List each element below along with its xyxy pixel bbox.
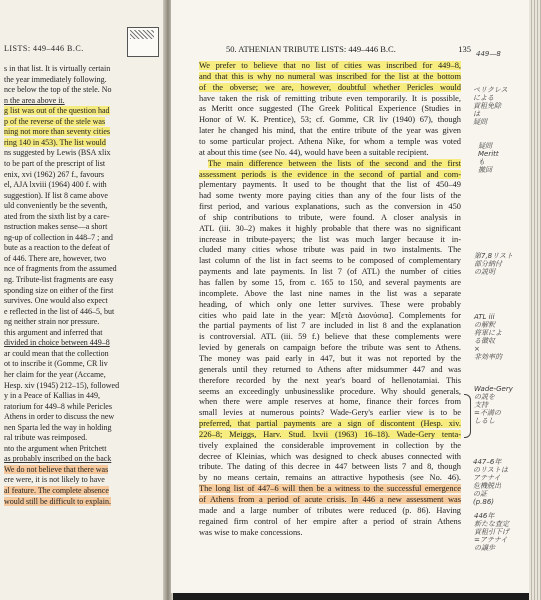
- body-line-text: as Meritt once suggested (The Greek Political Experience (Studies in: [199, 104, 461, 114]
- body-line: [199, 148, 461, 159]
- left-page-line-text: ns suggested by Lewis (BSA xlix: [4, 148, 111, 158]
- left-page-line: [4, 328, 103, 338]
- left-page-line-text: nen Sparta led the way in holding: [4, 422, 112, 432]
- left-page-line: [4, 170, 104, 180]
- left-page-line: [4, 307, 114, 317]
- left-page-line: [4, 296, 108, 306]
- body-line-text: made and a large number of tributes were reduced (p. 86). Having: [199, 505, 461, 515]
- body-line: [199, 343, 461, 354]
- left-page-line: [4, 444, 107, 454]
- body-line-text: plementary payments. It used to be thought that the list of 450–49: [199, 180, 461, 190]
- body-line-text: of the obverse; we are, however, doubtful whether Pericles would: [199, 82, 461, 92]
- left-page-line-text: of 446. There are, however, two: [4, 253, 107, 263]
- body-line: [199, 245, 461, 256]
- left-page-line: [4, 317, 99, 327]
- left-page-line: [4, 486, 109, 496]
- body-line: [199, 191, 461, 202]
- left-page-line: [4, 349, 109, 359]
- left-page-line-text: We do not believe that there was: [4, 464, 109, 474]
- left-page-line-text: suggestion). If list 8 came above: [4, 190, 108, 200]
- left-page-line: [4, 106, 110, 116]
- body-line: [199, 159, 461, 170]
- body-line: [199, 452, 461, 463]
- left-page-line-text: sponding size on either of the first: [4, 285, 114, 295]
- left-page-line-text: the year immediately following.: [4, 74, 107, 84]
- left-page-line-text: y in a Peace of Kallias in 449,: [4, 391, 100, 401]
- body-line: [199, 419, 461, 430]
- body-line-text: tribute. The dating of this decree in 447 between lists 7 and 8, though: [199, 462, 461, 472]
- left-page-line: [4, 497, 111, 507]
- body-line: [199, 202, 461, 213]
- left-page-line: [4, 381, 119, 391]
- margin-note: ペリクレス による 貢租免除 は 疑問: [473, 86, 508, 126]
- left-page-line: [4, 338, 110, 348]
- left-page-line-text: ng-up of collection in 448–7 ; and: [4, 232, 113, 242]
- body-line: [199, 506, 461, 517]
- left-page-line-text: ot to inscribe it (Gomme, CR liv: [4, 359, 108, 369]
- left-page-line: [4, 64, 110, 74]
- body-line: [199, 300, 461, 311]
- page-number: 135: [458, 44, 471, 54]
- margin-note: 疑問 Meritt も 撤回: [478, 142, 499, 174]
- left-page-line-text: nto the argument when Pritchett: [4, 443, 107, 453]
- body-line-text: when there were ample reserves at home, finance their forces from: [199, 397, 461, 407]
- margin-note: ATL iii の解釈 将軍によ る徴収 × 非効率的: [474, 313, 502, 361]
- body-line-text: ATL (iii. 30–2) makes it highly probable that there was no significant: [199, 223, 461, 233]
- left-page-line-text: this argument and inferred that: [4, 327, 103, 337]
- left-page-line: [4, 222, 107, 232]
- body-line-text: seems an exceedingly unbusinesslike procedure. Why should generals,: [199, 386, 461, 396]
- left-page-line-text: divided in choice between 449–8: [4, 338, 110, 348]
- left-page-line: [4, 201, 107, 211]
- body-line-text: heading, of which only one letter survives. These were probably: [199, 299, 461, 309]
- left-page-line-text: enix, xvi (1962) 267 f., favours: [4, 169, 104, 179]
- body-line: [199, 332, 461, 343]
- margin-bracket: [464, 394, 471, 438]
- body-line-text: is controversial. ATL (iii. 59 f.) believe that these complements were: [199, 332, 461, 342]
- left-page-line: [4, 370, 106, 380]
- body-line: [199, 441, 461, 452]
- left-page-line: [4, 264, 117, 274]
- body-line-text: cluded many cities whose tribute was paid in two instalments. The: [199, 245, 461, 255]
- body-line: [199, 278, 461, 289]
- left-page-line: [4, 254, 106, 264]
- left-page-line: [4, 191, 108, 201]
- body-line-text: incomplete. Above the last nine names in the list was a separate: [199, 288, 461, 298]
- body-line-text: The main difference between the lists of the second and the first: [208, 158, 461, 168]
- left-page-line-text: g list was out of the question had: [4, 106, 110, 116]
- left-page-line: [4, 454, 111, 464]
- sticker-hatch: [130, 30, 154, 39]
- body-line: [199, 289, 461, 300]
- left-page-line-text: p of the reverse of the stele was: [4, 116, 106, 126]
- left-page-line-text: ratorium for 449–8 while Pericles: [4, 401, 112, 411]
- left-page-line: [4, 465, 108, 475]
- body-line: [199, 235, 461, 246]
- left-page-line-text: ere were, it is not likely to have: [4, 475, 105, 485]
- body-line-text: Honor of W. K. Prentice), 53; cf. Gomme, CR liv (1940) 67), though: [199, 115, 461, 125]
- body-line: [199, 484, 461, 495]
- body-line: [199, 83, 461, 94]
- body-line-text: assessment periods is the evidence in the second of partial and com-: [199, 169, 461, 179]
- left-page-line-text: ar could mean that the collection: [4, 348, 109, 358]
- left-page-line-text: n the area above it.: [4, 95, 65, 105]
- left-page-line: [4, 433, 87, 443]
- left-page-line: [4, 391, 100, 401]
- left-page-line: [4, 138, 106, 148]
- left-page-line: [4, 275, 114, 285]
- left-page-line-text: bute as a reaction to the defeat of: [4, 243, 110, 253]
- left-page-line: [4, 475, 105, 485]
- body-line: [199, 94, 461, 105]
- left-page-line-text: ning not more than seventy cities: [4, 127, 110, 137]
- body-line: [199, 170, 461, 181]
- body-line: [199, 387, 461, 398]
- right-page-title: 50. ATHENIAN TRIBUTE LISTS: 449–446 B.C.: [226, 44, 396, 54]
- body-line: [199, 365, 461, 376]
- body-line-text: the partial payments of list 7 are included in list 8 and the explanation: [199, 321, 461, 331]
- body-line-text: at about this time (see No. 44), would have been a suitable recipient.: [199, 147, 429, 157]
- margin-note: 446年 新たな査定 貢租引下げ =アテナイ の譲歩: [474, 512, 509, 552]
- left-page-line: [4, 85, 112, 95]
- left-page-line-text: Hesp. xiv (1945) 212–15), followed: [4, 380, 120, 390]
- left-page-line: [4, 212, 110, 222]
- left-page-line-text: al feature. The complete absence: [4, 486, 109, 495]
- left-page-line-text: ring 140 in 453). The list would: [4, 137, 106, 147]
- body-line: [199, 126, 461, 137]
- left-page-line: [4, 233, 113, 243]
- body-line: [199, 256, 461, 267]
- body-line: [199, 224, 461, 235]
- left-page-line: [4, 148, 110, 158]
- page-edges: [529, 0, 541, 600]
- body-line: [199, 267, 461, 278]
- body-line-text: last column of the list in fact seems to be composed of complementary: [199, 256, 461, 266]
- left-page-line: [4, 423, 112, 433]
- body-line-text: regained firm control of her empire after a period of strain Athens: [199, 516, 461, 526]
- left-page-line-text: to be part of the prescript of list: [4, 158, 106, 168]
- margin-note: Wade-Gery の説を 支持 =不満の しるし: [474, 385, 513, 425]
- body-line-text: therefore recorded by the next year's board of hellenotamiai. This: [199, 375, 461, 385]
- left-page-line: [4, 127, 110, 137]
- left-page-line-text: el, AJA lxviii (1964) 400 f. with: [4, 180, 107, 190]
- left-page-line-text: would still be difficult to explain.: [4, 496, 111, 506]
- body-line-text: to some particular project. Athena Nike, for whom a temple was voted: [199, 136, 461, 146]
- left-page-line: [4, 243, 110, 253]
- body-line-text: levied by generals on campaign before the tribute was sent to Athens.: [199, 343, 461, 353]
- left-page-line-text: Athens in order to discuss the new: [4, 412, 115, 422]
- left-page-line: [4, 359, 108, 369]
- body-line-text: was wise to make concessions.: [199, 527, 303, 537]
- left-page-line-text: nce below the top of the stele. No: [4, 85, 112, 95]
- left-page-line: [4, 96, 65, 106]
- left-page-line-text: survives. One would also expect: [4, 296, 108, 306]
- left-page-line-text: nce of fragments from the assumed: [4, 264, 117, 274]
- body-line: [199, 61, 461, 72]
- body-line-text: The long list of 447–6 will then be a witness to the successful emergence: [199, 484, 461, 494]
- left-page-line: [4, 159, 105, 169]
- left-page-line-text: nstruction makes sense—a short: [4, 222, 108, 232]
- body-line: [199, 376, 461, 387]
- body-line-text: have taken the risk of remitting tribute even temporarily. It is possible,: [199, 93, 461, 103]
- left-page-line-text: ng. Tribute-list fragments are easy: [4, 275, 114, 284]
- body-line-text: later he changed his mind, that the entire tribute of the year was given: [199, 126, 461, 136]
- margin-note: 449—8: [476, 50, 501, 58]
- body-line-text: and that this is why no numeral was inscribed for the list at the bottom: [199, 71, 461, 81]
- body-line: [199, 104, 461, 115]
- body-line-text: small levies at numerous points? Wade-Gery's earlier view is to be: [199, 408, 461, 418]
- body-line-text: tively explained the considerable improvement in collection by the: [199, 440, 461, 450]
- body-line: [199, 495, 461, 506]
- margin-note: 第7,8リスト 部分納付 の説明: [474, 252, 513, 276]
- body-line-text: decree of Kleinias, which was designed to check abuses connected with: [199, 451, 461, 461]
- body-line-text: cities who paid late in the year: Μ[ετὰ Διονύσια]. Complements for: [199, 310, 461, 320]
- left-page-line: [4, 402, 112, 412]
- left-page-header: LISTS: 449–446 B.C.: [4, 44, 84, 53]
- body-line-text: 226–8; Meiggs, Harv. Stud. lxvii (1963) 16–18). Wade-Gery tenta-: [199, 429, 461, 439]
- body-line-text: The money was paid early in 447, but it was not reported by the: [199, 353, 461, 363]
- left-page-line-text: ated from the sixth list by a care-: [4, 211, 110, 221]
- body-line-text: has fallen by some 15, from c. 165 to 150, and several payments are: [199, 278, 461, 287]
- body-line: [199, 213, 461, 224]
- body-line-text: preferred, that partial payments are a sign of discontent (Hesp. xiv.: [199, 419, 461, 429]
- body-line: [199, 311, 461, 322]
- body-line: [199, 115, 461, 126]
- body-line-text: We prefer to believe that no list of cities was inscribed for 449–8,: [199, 61, 461, 70]
- body-line: [199, 517, 461, 528]
- margin-note: 447–6年 のリストは アテナイ 危機脱出 の証 (p.86): [473, 458, 508, 506]
- left-page-line-text: ng neither strain nor pressure.: [4, 317, 100, 327]
- left-page-line-text: uld conveniently be the seventh,: [4, 201, 108, 211]
- left-page-line-text: ral tribute was reimposed.: [4, 433, 88, 443]
- right-page-header: [226, 44, 471, 54]
- body-line: [199, 528, 461, 539]
- left-page-line-text: as probably inscribed on the back: [4, 454, 112, 464]
- body-line: [199, 473, 461, 484]
- body-line: [199, 72, 461, 83]
- body-line: [199, 354, 461, 365]
- body-line-text: by no means certain, remains an attractive hypothesis (see No. 46).: [199, 473, 461, 483]
- body-line: [199, 462, 461, 473]
- body-line: [199, 180, 461, 191]
- body-line: [199, 430, 461, 441]
- left-page-line: [4, 286, 113, 296]
- page-tab-sticker: [127, 27, 159, 57]
- body-line-text: had some twenty more paying cities than any of the four lists of the: [199, 191, 461, 201]
- left-page-line-text: e reflected in the list of 446–5, but: [4, 306, 115, 316]
- left-page-line: [4, 75, 107, 85]
- left-page-line-text: her claim for the year (Accame,: [4, 369, 106, 379]
- body-line: [199, 137, 461, 148]
- body-line-text: payments and late payments. In list 7 (of ATL) the number of cities: [199, 267, 461, 277]
- left-page-line-text: s in that list. It is virtually certain: [4, 64, 111, 73]
- body-line-text: first period, and various explanations, such as the conversion in 450: [199, 202, 461, 212]
- left-page-line: [4, 412, 114, 422]
- body-line-text: of ship contributions to tribute, were found. A closer analysis in: [199, 212, 461, 222]
- body-line: [199, 408, 461, 419]
- body-line: [199, 321, 461, 332]
- body-line-text: of Athens from a period of acute crisis. In 446 a new assessment was: [199, 495, 461, 504]
- left-page-line: [4, 117, 105, 127]
- left-page-line: [4, 180, 107, 190]
- body-line-text: generals until they returned to Athens after midsummer 447 and was: [199, 364, 461, 374]
- body-line: [199, 397, 461, 408]
- body-line-text: increase in tribute-payers; the list was much larger because it in-: [199, 234, 461, 244]
